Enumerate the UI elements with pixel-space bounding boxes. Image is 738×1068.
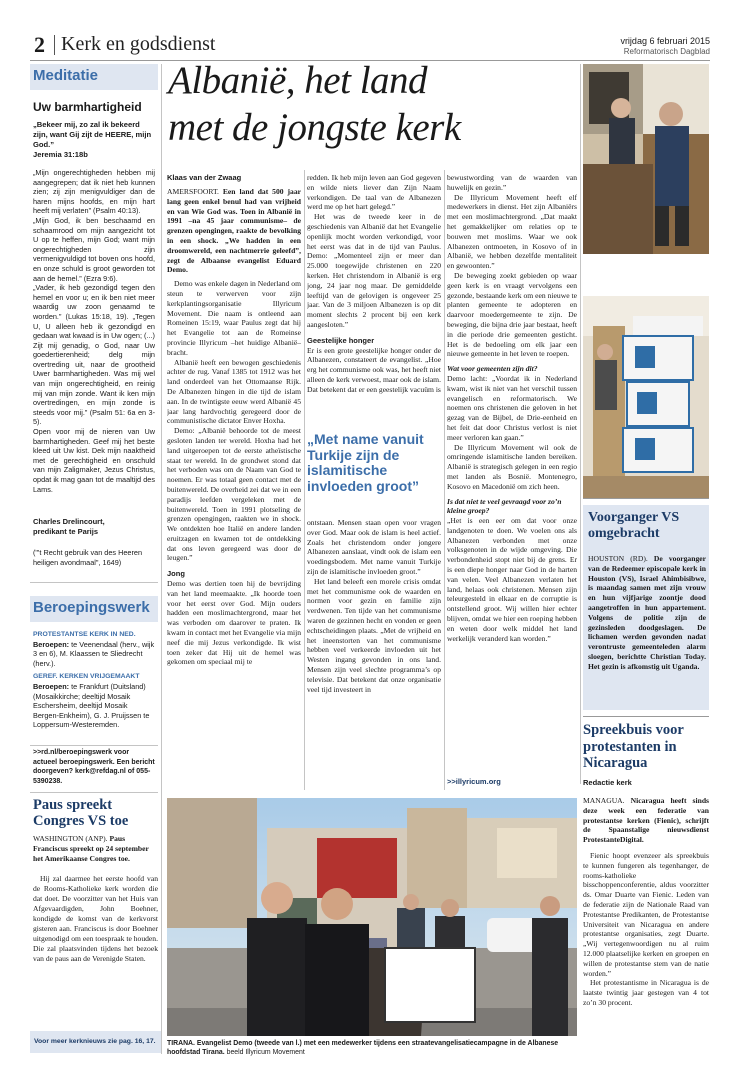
nicaragua-paragraph: Fienic hoopt evenzeer als spreekbuis te kunnen fungeren als tegenhanger, de rooms-katholieke bisschoppenconferentie, aldus voorzitter ds. Omar Duarte van Fienic. Leden van de federatie zijn de Nationale Raad van Protestantse Predikanten, de Protestantse Universiteit van Nicaragua en andere protestantse organisaties, zegt Duarte. „Wij vertegenwoordigen nu al ruim 12.000 plaatselijke kerken en groepen en willen de protestantse stem van de natie worden.”: [583, 850, 709, 978]
main-paragraph: Demo was enkele dagen in Nederland om steun te verwerven voor zijn kerkplantingsorganisatie Illyricum Movement. Die naam is ontleend aan Romeinen 15:19, waar Paulus zegt dat hij het Evangelie tot aan de Romeinse provincie Illyricum –het huidige Albanië– bracht.: [167, 279, 301, 357]
beroepingswerk-entry: [33, 682, 155, 730]
column-divider: [580, 64, 581, 784]
column-divider: [583, 498, 709, 499]
pullquote: „Met name vanuit Turkije zijn de islamitische invloeden groot”: [307, 432, 424, 494]
column-divider: [583, 716, 709, 717]
main-paragraph: Demo lacht: „Voordat ik in Nederland kwam, wist ik niet van het verschil tussen evangelisch en reformatorisch. We noemen ons christenen die geloven in het gezag van de Bijbel, de Drie-eenheid en het feit dat door Christus verlost is niet meer verloren kan gaan.”: [447, 373, 577, 442]
section-title: Kerk en godsdienst: [61, 33, 216, 55]
main-paragraph: Het was de tweede keer in de geschiedenis van Albanië dat het Evangelie openlijk mocht worden verkondigd, voor het eerst was dat in de tijd van Paulus. Demo: „Momenteel zijn er meer dan 25.000 toegewijde christenen en 220 kerken. Het christendom in Albanië is erg jong, 24 jaar nog maar. De gemiddelde leeftijd van de gelovigen is ongeveer 25 jaar. Van de 3 miljoen Albanezen is op dit moment slechts 2 procent bij een kerk aangesloten.”: [307, 212, 441, 329]
meditatie-body: [33, 168, 155, 498]
main-paragraph: ontstaan. Mensen staan open voor vragen over God. Maar ook de islam is heel actief. Zoals het christendom onder jongere Albanezen aanslaat, vindt ook de islam een voedingsbodem. Met name vanuit Turkije zijn de islamitische invloeden groot.”: [307, 518, 441, 576]
nicaragua-byline: Redactie kerk: [583, 778, 632, 787]
main-headline-line1: Albanië, het land: [168, 59, 428, 102]
masthead-date: vrijdag 6 februari 2015: [620, 36, 710, 46]
main-paragraph: Er is een grote geestelijke honger onder de Albanezen, constateert de evangelist. „Hoe erg het communisme ook was, het heeft niet alleen de kerk verwoest, maar ook de islam. Dat betekent dat er een geestelijk vacuüm is: [307, 345, 441, 394]
main-dateline: AMERSFOORT.: [167, 187, 219, 196]
meditatie-paragraph: „Vader, ik heb gezondigd tegen den hemel en voor u; en ik ben niet meer waardig uw zoon genaamd te worden.” (Lukas 15:18, 19). „Tegen U, U alleen heb ik gezondigd en gedaan wat kwaad is in Uw ogen; (...) Zijt mij genadig, o God, naar Uw goedertierenheid; delg mijn overtreding uit, naar de grootheid Uwer barmhartigheden. Was mij wel van mijn ongerechtigheid, en reinig mij van mijn zonde. Want ik ken mijn overtredingen, en mijn zonde is steeds voor mij.” (Psalm 51: 6a en 3-5).: [33, 283, 155, 427]
question-2: Is dat niet te veel gevraagd voor zo’n kleine groep?: [447, 496, 562, 516]
main-col2-bottom: [307, 518, 441, 790]
masthead-newspaper: Reformatorisch Dagblad: [623, 47, 710, 56]
photo-caption-text: Evangelist Demo (tweede van l.) met een medewerker tijdens een straatevangelisatiecampagne in de Albanese hoofdstad Tirana.: [167, 1040, 559, 1056]
beroepingswerk-list: [33, 630, 155, 730]
main-lead-text: Een land dat 500 jaar lang geen enkel benul had van vrijheid en van Wie God was. Toen in Albanië in 1991 –na 45 jaar communisme– de grenzen opengingen, raakte de bevolking in een shock. „We hadden in een droomwereld, een nachtmerrie geleefd”, zegt de Albaanse evangelist Eduard Demo.: [167, 187, 301, 275]
paus-body: Hij zal daarmee het eerste hoofd van de Rooms-Katholieke kerk worden die dat doet. De voorzitter van het Huis van Afgevaardigden, John Boehner, kondigde de komst van de kerkvorst gisteren aan. Franciscus is door Boehner uitgenodigd om een toespraak te houden. Die zal plaatsvinden tijdens het bezoek van de paus aan de Verenigde Staten.: [33, 874, 158, 963]
beroepingswerk-title: Beroepingswerk: [33, 599, 150, 616]
nicaragua-paragraph: Het protestantisme in Nicaragua is de laatste twintig jaar gestegen van 4 tot zo’n 30 procent.: [583, 978, 709, 1007]
paus-lead: Paus Franciscus spreekt op 24 september het Amerikaanse Congres toe.: [33, 834, 149, 863]
voorganger-headline: Voorganger VS omgebracht: [588, 510, 680, 541]
column-divider: [444, 170, 445, 790]
meditatie-paragraph: „Mijn God, ik ben beschaamd en schaamrood om mijn aangezicht tot U op te heffen, mijn God; want mijn ongerechtigheden zijn vermenigvuldigd tot boven ons hoofd, en onze schuld is groot geworden tot aan de hemel.” (Ezra 9:6).: [33, 215, 155, 283]
main-col3: [447, 173, 577, 773]
photo-caption-place: TIRANA.: [167, 1040, 195, 1047]
main-paragraph: De Illyricum Movement wil ook de omringende islamitische landen bereiken. Albanië is strategisch gelegen in een regio met landen als Bosnië. Montenegro, Kosovo en Macedonië om zich heen.: [447, 442, 577, 491]
paus-dateline: WASHINGTON (ANP).: [33, 834, 108, 843]
meditatie-quote-text: „Bekeer mij, zo zal ik bekeerd zijn, want Gij zijt de HEERE, mijn God.”: [33, 120, 152, 149]
meditatie-author-role: predikant te Parijs: [33, 527, 99, 536]
photo-credit: beeld Illyricum Movement: [226, 1049, 305, 1056]
main-paragraph: Albanië heeft een bewogen geschiedenis achter de rug. Vanaf 1385 tot 1912 was het land onderdeel van het Ottomaanse Rijk. De Albanezen hingen in die tijd de islam aan. In de twintigste eeuw werd Albanië 45 jaar lang hardvochtig geregeerd door de communistische dictator Enver Hoxha.: [167, 357, 301, 426]
voorganger-body-block: [588, 554, 706, 706]
nicaragua-headline: Spreekbuis voor protestanten in Nicaragua: [583, 722, 684, 771]
beroepingswerk-label: Beroepen:: [33, 639, 70, 649]
meditatie-paragraph: Open voor mij de nieren van Uw barmhartigheden. Geef mij het beste kleed uit Uw kist. Dek mijn naaktheid met de gerechtigheid en onschuld van mijn Zaligmaker, Jezus Christus, opdat ik mag gaan tot de maaltijd des Lams.: [33, 427, 155, 494]
main-paragraph: Het land beleeft een morele crisis omdat met het communisme ook de waarden en normen voor gezin en familie zijn verdwenen. Ten tijde van het communisme waren de gezinnen hecht en vonden er geen echtscheidingen plaats. „Met de vrijheid en het ineenstorten van het communisme hebben veel verkeerde invloeden uit het Westen ingang gevonden in ons land. Mensen zijn veel slechte programma’s op televisie. Dat betekent dat onze organisatie veel tijd investeert in: [307, 576, 441, 694]
masthead-divider: [54, 35, 55, 55]
main-paragraph: De beweging zoekt gebieden op waar geen kerk is en vraagt vervolgens een gezonde, bestaande kerk om een nieuwe te planten gemeente te adopteren en daarvoor moedergemeente te zijn. De beweging, die bijna drie jaar bestaat, heeft in die periode drie gemeenten gesticht. Het is de bedoeling om elk jaar een nieuwe gemeente in het leven te roepen.: [447, 270, 577, 359]
main-col1: [167, 187, 301, 791]
question-1: Wat voor gemeenten zijn dit?: [447, 364, 538, 374]
main-paragraph: De Illyricum Movement heeft elf medewerkers in dienst. Het zijn Albaniërs met een moslimachtergrond. „Dat maakt het gemakkelijker om relaties op te bouwen met moslims. Waar we ook Albanezen ontmoeten, in Kosovo of in Albanië, we hebben dezelfde mentaliteit en gewoonten.”: [447, 192, 577, 271]
meditatie-source: ("'t Recht gebruik van des Heeren heiligen avondmaal", 1649): [33, 548, 143, 567]
photo-caption: [167, 1039, 577, 1057]
nicaragua-dateline: MANAGUA.: [583, 796, 625, 805]
meditatie-quote: [33, 120, 155, 160]
beroepingswerk-text: te Frankfurt (Duitsland) (Mosaikkirche; deeltijd Mosaik Eschersheim, deeltijd Mosaik Bergen-Enkheim), G. J. Pruijssen te Loppersum-Westeremden.: [33, 681, 150, 730]
photo-office: [583, 64, 709, 254]
main-paragraph: redden. Ik heb mijn leven aan God gegeven en wilde niets liever dan Zijn Naam verkondigen. De taal van de Albanezen werd me op het hart gelegd.”: [307, 173, 441, 212]
voorganger-body: De voorganger van de Redeemer episcopale kerk in Houston (VS), Israel Ahimbisibwe, is maandag samen met zijn vrouw en hun vijfjarige zoontje dood aangetroffen in hun appartement. Volgens de politie zijn de gezinsleden doodgeslagen. De lichamen werden gevonden nadat verontruste gemeenteleden alarm sloegen, berichtte Christian Today. Het gezin is afkomstig uit Uganda.: [588, 554, 706, 671]
column-divider: [30, 792, 158, 793]
subhead-geestelijke: Geestelijke honger: [307, 335, 375, 345]
nicaragua-lead: Nicaragua heeft sinds deze week een federatie van protestantse kerken (Fienic), schrijft de Spaanstalige nieuwsdienst ProtestanteDigital.: [583, 796, 709, 845]
main-paragraph: bewustwording van de waarden van huwelijk en gezin.”: [447, 173, 577, 192]
column-divider: [304, 170, 305, 790]
paus-headline: Paus spreekt Congres VS toe: [33, 797, 129, 829]
meditatie-title: Uw barmhartigheid: [33, 100, 142, 114]
photo-boxes: [583, 296, 709, 498]
beroepingswerk-text: te Veenendaal (herv., wijk 3 en 6), M. Klaassen te Sliedrecht (herv.).: [33, 639, 155, 668]
main-author: Klaas van der Zwaag: [167, 173, 242, 182]
more-news-link[interactable]: Voor meer kerknieuws zie pag. 16, 17.: [34, 1038, 156, 1045]
illyricum-link[interactable]: >>illyricum.org: [447, 777, 501, 786]
main-paragraph: Demo: „Albanië behoorde tot de meest gesloten landen ter wereld. Hoxha had het land uitgeroepen tot de eerste atheïstische staat ter wereld. In de grondwet stond dat het verboden was om de Naam van God te noemen. Er was totaal geen contact met de buitenwereld. De overheid zei dat we in een paradijs leefden vergeleken met de buitenwereld. Toen in 1991 plotseling de grenzen opengingen, raakten we in shock. We ontdekten hoe Italië en andere landen eruitzagen en kwamen tot de ontdekking dat ons leven geregeerd was door de leugen.”: [167, 426, 301, 563]
column-divider: [30, 582, 158, 583]
main-paragraph: „Het is een eer om dat voor onze landgenoten te doen. We voelen ons als Albanezen verbonden met onze volksgenoten in de wijde omgeving. Die verbondenheid stopt niet bij de grens. Er is een diepe honger naar God in de harten van velen. Veel Albanezen verlaten het land, helaas ook christenen. Mensen zijn teleurgesteld in elkaar en de corruptie is ontstellend groot. Wij willen hier echter blijven, omdat we hier een roeping hebben en weten door welk middel het land werkelijk veranderd kan worden.”: [447, 516, 577, 643]
nicaragua-lead-block: [583, 796, 709, 845]
beroepingswerk-label: Beroepen:: [33, 681, 70, 691]
beroepingswerk-church: PROTESTANTSE KERK IN NED.: [33, 631, 136, 638]
meditatie-quote-ref: Jeremia 31:18b: [33, 150, 88, 159]
voorganger-dateline: HOUSTON (RD).: [588, 554, 648, 563]
column-divider: [30, 745, 158, 746]
meditatie-paragraph: „Mijn ongerechtigheden hebben mij aangegrepen; dat ik niet heb kunnen zien; zij zijn menigvuldiger dan de haren mijns hoofds, en mijn hart heeft mij verlaten” (Psalm 40:13).: [33, 168, 155, 216]
main-paragraph: Demo was dertien toen hij de bevrijding van het land meemaakte. „Ik hoorde toen voor het eerst over God. Mijn ouders hadden een moslimachtergrond, maar het was verboden om daarover te praten. Ik kwam in contact met het Evangelie via mijn neef die mij Jezus verkondigde. Ik wist toen zeker dat Hij uit de hemel was gekomen om speciaal mij te: [167, 579, 301, 667]
beroepingswerk-entry: [33, 640, 155, 669]
subhead-jong: Jong: [167, 569, 185, 579]
page-number: 2: [34, 32, 45, 57]
paus-lead-block: [33, 834, 158, 864]
beroepingswerk-footer[interactable]: >>rd.nl/beroepingswerk voor actueel beroepingswerk. Een bericht doorgeven? kerk@refdag.nl of 055-5390238.: [33, 749, 155, 785]
beroepingswerk-church: GEREF. KERKEN VRIJGEMAAKT: [33, 673, 140, 681]
nicaragua-body: [583, 796, 709, 1058]
meditatie-author: Charles Drelincourt,: [33, 517, 105, 526]
meditatie-label: Meditatie: [33, 67, 99, 84]
main-lead: [167, 187, 301, 275]
column-divider: [161, 64, 162, 1054]
main-headline-line2: met de jongste kerk: [168, 106, 461, 149]
photo-street: [167, 798, 577, 1036]
